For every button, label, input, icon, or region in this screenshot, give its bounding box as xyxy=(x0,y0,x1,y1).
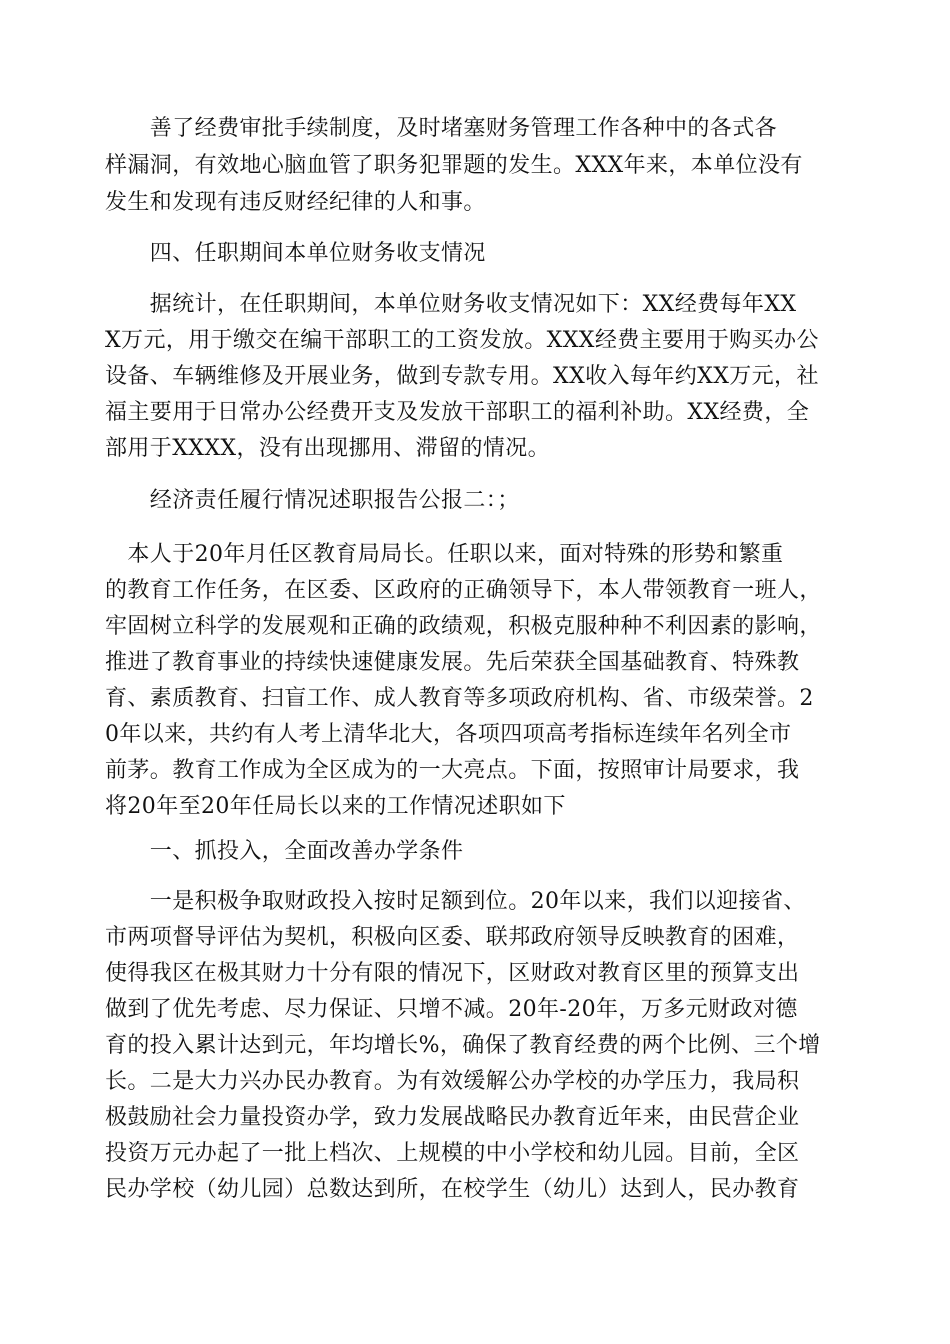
text-line: 牢固树立科学的发展观和正确的政绩观，积极克服种种不利因素的影响， xyxy=(105,614,822,639)
text-line: 投资万元办起了一批上档次、上规模的中小学校和幼儿园。目前，全区 xyxy=(105,1141,800,1166)
text-line: 使得我区在极其财力十分有限的情况下，区财政对教育区里的预算支出 xyxy=(105,961,800,986)
section-heading: 一、抓投入，全面改善办学条件 xyxy=(105,839,464,864)
section-heading: 经济责任履行情况述职报告公报二：； xyxy=(105,488,520,513)
text-line: 育的投入累计达到元，年均增长%，确保了教育经费的两个比例、三个增 xyxy=(105,1033,821,1058)
text-line: 民办学校（幼儿园）总数达到所，在校学生（幼儿）达到人，民办教育 xyxy=(105,1177,800,1202)
text-line: 部用于XXXX，没有出现挪用、滞留的情况。 xyxy=(105,436,551,461)
text-line: 样漏洞，有效地心脑血管了职务犯罪题的发生。XXX年来，本单位没有 xyxy=(105,153,803,178)
text-line: 市两项督导评估为契机，积极向区委、联邦政府领导反映教育的困难， xyxy=(105,925,800,950)
text-line: 福主要用于日常办公经费开支及发放干部职工的福利补助。XX经费，全 xyxy=(105,400,810,425)
text-line: 推进了教育事业的持续快速健康发展。先后荣获全国基础教育、特殊教 xyxy=(105,650,800,675)
text-line: 长。二是大力兴办民办教育。为有效缓解公办学校的办学压力，我局积 xyxy=(105,1069,800,1094)
text-line: 做到了优先考虑、尽力保证、只增不减。20年-20年，万多元财政对德 xyxy=(105,997,798,1022)
section-heading: 四、任职期间本单位财务收支情况 xyxy=(105,241,486,266)
text-line: 本人于20年月任区教育局局长。任职以来，面对特殊的形势和繁重 xyxy=(105,542,784,567)
text-line: 发生和发现有违反财经纪律的人和事。 xyxy=(105,190,486,215)
text-line: 设备、车辆维修及开展业务，做到专款专用。XX收入每年约XX万元，社 xyxy=(105,364,819,389)
text-line: X万元，用于缴交在编干部职工的工资发放。XXX经费主要用于购买办公 xyxy=(105,328,819,353)
text-line: 将20年至20年任局长以来的工作情况述职如下 xyxy=(105,794,566,819)
text-line: 据统计，在任职期间，本单位财务收支情况如下：XX经费每年XX xyxy=(105,292,797,317)
text-line: 育、素质教育、扫盲工作、成人教育等多项政府机构、省、市级荣誉。2 xyxy=(105,686,814,711)
text-line: 善了经费审批手续制度，及时堵塞财务管理工作各种中的各式各 xyxy=(105,116,778,141)
text-line: 极鼓励社会力量投资办学，致力发展战略民办教育近年来，由民营企业 xyxy=(105,1105,800,1130)
text-line: 的教育工作任务，在区委、区政府的正确领导下，本人带领教育一班人， xyxy=(105,578,822,603)
text-line: 一是积极争取财政投入按时足额到位。20年以来，我们以迎接省、 xyxy=(105,889,806,914)
text-line: 0年以来，共约有人考上清华北大，各项四项高考指标连续年名列全市 xyxy=(105,722,792,747)
text-line: 前茅。教育工作成为全区成为的一大亮点。下面，按照审计局要求，我 xyxy=(105,758,800,783)
